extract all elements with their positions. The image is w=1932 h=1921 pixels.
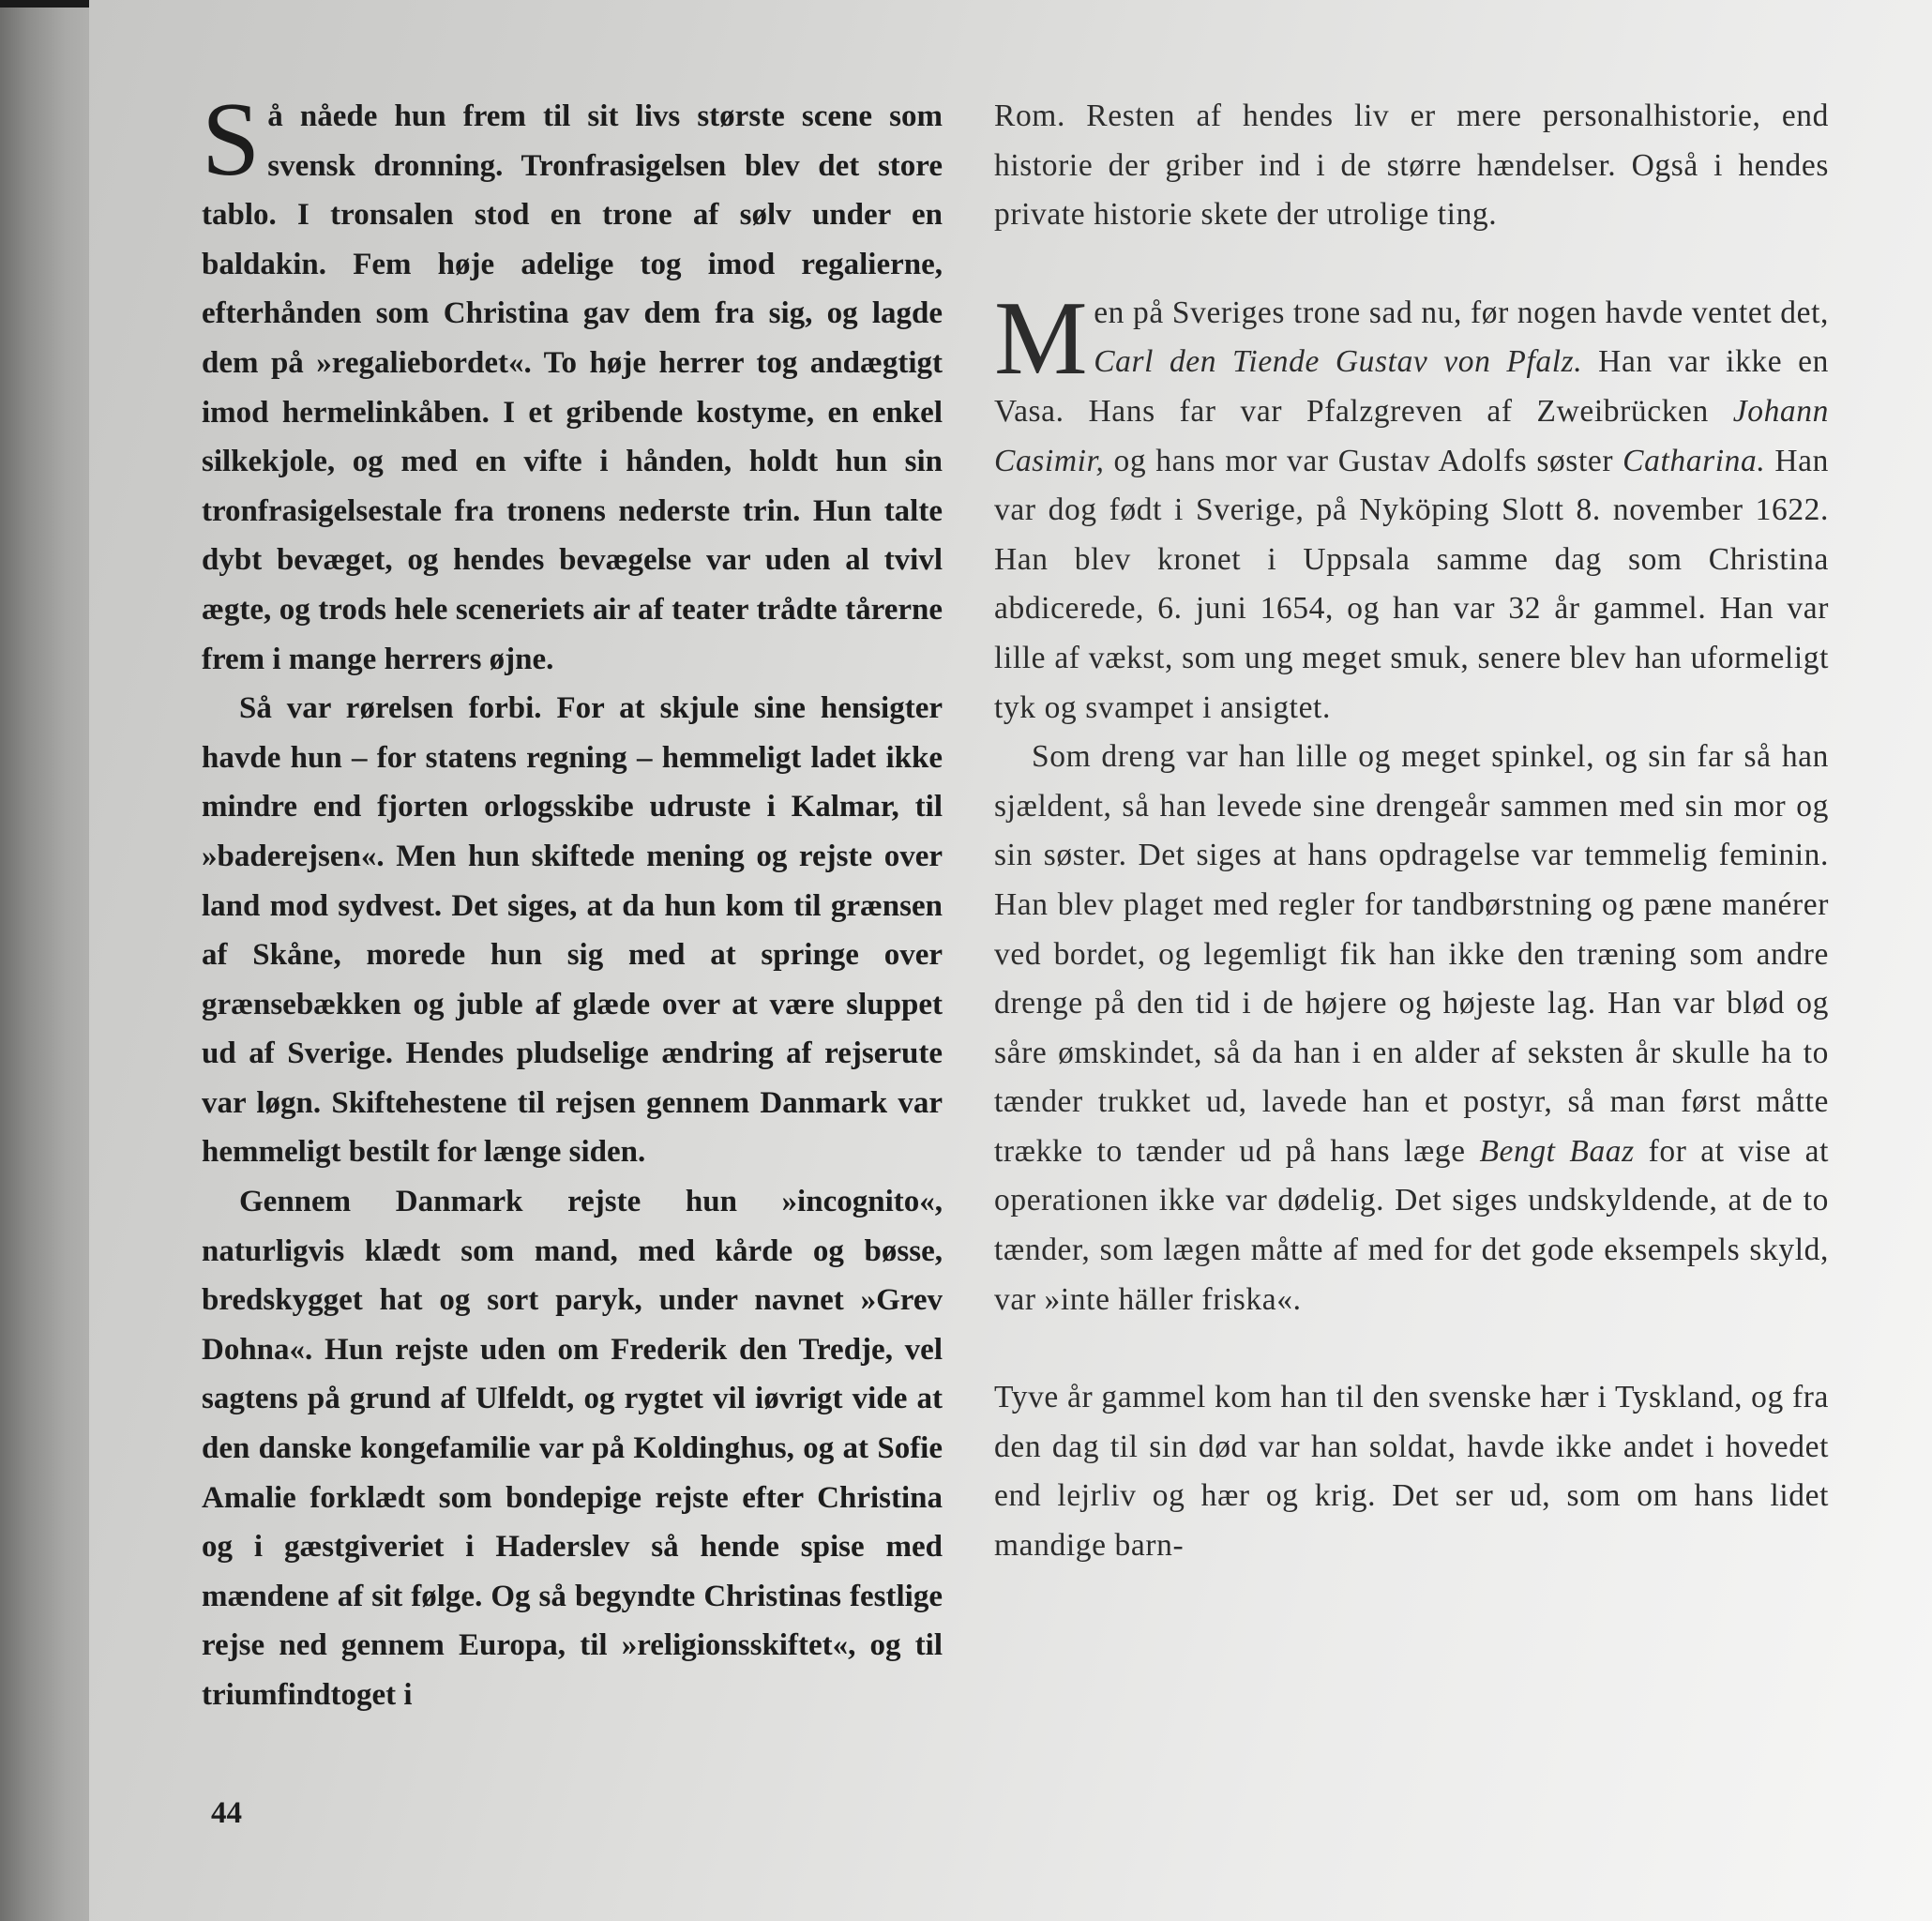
right-paragraph-1: Rom. Resten af hendes liv er mere personalhistorie, end historie der griber ind i de større hændelser. Også i hendes private historie skete der utrolige ting. [994,98,1829,233]
right-paragraph-2-text-d: Han var dog født i Sverige, på Nyköping Slott 8. november 1622. Han blev kronet i Uppsala samme dag som Christina abdicerede, 6. juni 1654, og han var 32 år gammel. Han var lille af vækst, som ung meget smuk, senere blev han uformeligt tyk og svampet i ansigtet. [994,443,1829,725]
left-paragraph-1 [202,82,943,684]
right-paragraph-2-text-a: en på Sveriges trone sad nu, før nogen havde ventet det, [1094,295,1829,330]
left-paragraph-1-text: å nåede hun frem til sit livs største scene som svensk dronning. Tronfrasigelsen blev det store tablo. I tronsalen stod en trone af sølv under en baldakin. Fem høje adelige tog imod regalierne, efterhånden som Christina gav dem fra sig, og lagde dem på »regaliebordet«. To høje herrer tog andægtigt imod hermelinkåben. I et gribende kostyme, en enkel silkekjole, og med en vifte i hånden, holdt hun sin tronfrasigelsestale fra tronens nederste trin. Hun talte dybt bevæget, og hendes bevægelse var uden al tvivl ægte, og trods hele sceneriets air af teater trådte tårerne frem i mange herrers øjne. [202,99,943,676]
left-paragraph-2: Så var rørelsen forbi. For at skjule sine hensigter havde hun – for statens regning – hemmeligt ladet ikke mindre end fjorten orlogsskibe udruste i Kalmar, til »baderejsen«. Men hun skiftede mening og rejste over land mod sydvest. Det siges, at da hun kom til grænsen af Skåne, morede hun sig med at springe over grænsebækken og juble af glæde over at være sluppet ud af Sverige. Hendes pludselige ændring af rejserute var løgn. Skiftehestene til rejsen gennem Danmark var hemmeligt bestilt for længe siden. [202,691,943,1170]
right-paragraph-2-text-b: Han var ikke en Vasa. Hans far var Pfalzgreven af Zweibrücken [994,344,1829,429]
person-name-carl: Carl den Tiende Gustav von Pfalz. [1094,344,1583,380]
right-paragraph-3 [994,733,1829,1324]
right-paragraph-3-text-a: Som dreng var han lille og meget spinkel, og sin far så han sjældent, så han levede sine drengeår sammen med sin mor og sin søster. Det siges at hans opdragelse var temmelig feminin. Han blev plaget med regler for tandbørstning og pæne manérer ved bordet, og legemligt fik han ikke den træning som andre drenge på den tid i de højere og højeste lag. Han var blød og såre ømskindet, så da han i en alder af seksten år skulle ha to tænder trukket ud, lavede han et postyr, så man først måtte trække to tænder ud på hans læge [994,739,1829,1169]
right-paragraph-4: Tyve år gammel kom han til den svenske hær i Tyskland, og fra den dag til sin død var han soldat, havde ikke andet i hovedet end lejrliv og hær og krig. Det ser ud, som om hans lidet mandige barn- [994,1380,1829,1564]
right-paragraph-2-text-c: og hans mor var Gustav Adolfs søster [1104,443,1623,478]
right-text-column [994,92,1829,1571]
person-name-bengt: Bengt Baaz [1479,1133,1635,1169]
drop-cap-m: M [994,280,1089,397]
book-page [89,0,1932,1921]
person-name-johann: Johann Casimir, [994,393,1829,478]
drop-cap-s: S [202,82,261,198]
right-paragraph-3-text-b: for at vise at operationen ikke var dødelig. Det siges undskyldende, at de to tænder, som lægen måtte af med for det gode eksempels skyld, var »inte häller friska«. [994,1133,1829,1317]
person-name-catharina: Catharina. [1623,443,1766,478]
left-paragraph-3: Gennem Danmark rejste hun »incognito«, naturligvis klædt som mand, med kårde og bøsse, bredskygget hat og sort paryk, under navnet »Grev Dohna«. Hun rejste uden om Frederik den Tredje, vel sagtens på grund af Ulfeldt, og rygtet vil iøvrigt vide at den danske kongefamilie var på Koldinghus, og at Sofie Amalie forklædt som bondepige rejste efter Christina og i gæstgiveriet i Haderslev så hende spise med mændene af sit følge. Og så begyndte Christinas festlige rejse ned gennem Europa, til »religionsskiftet«, og til triumfindtoget i [202,1185,943,1712]
right-paragraph-2 [994,280,1829,733]
left-text-column [202,82,943,1720]
page-number: 44 [211,1796,242,1830]
